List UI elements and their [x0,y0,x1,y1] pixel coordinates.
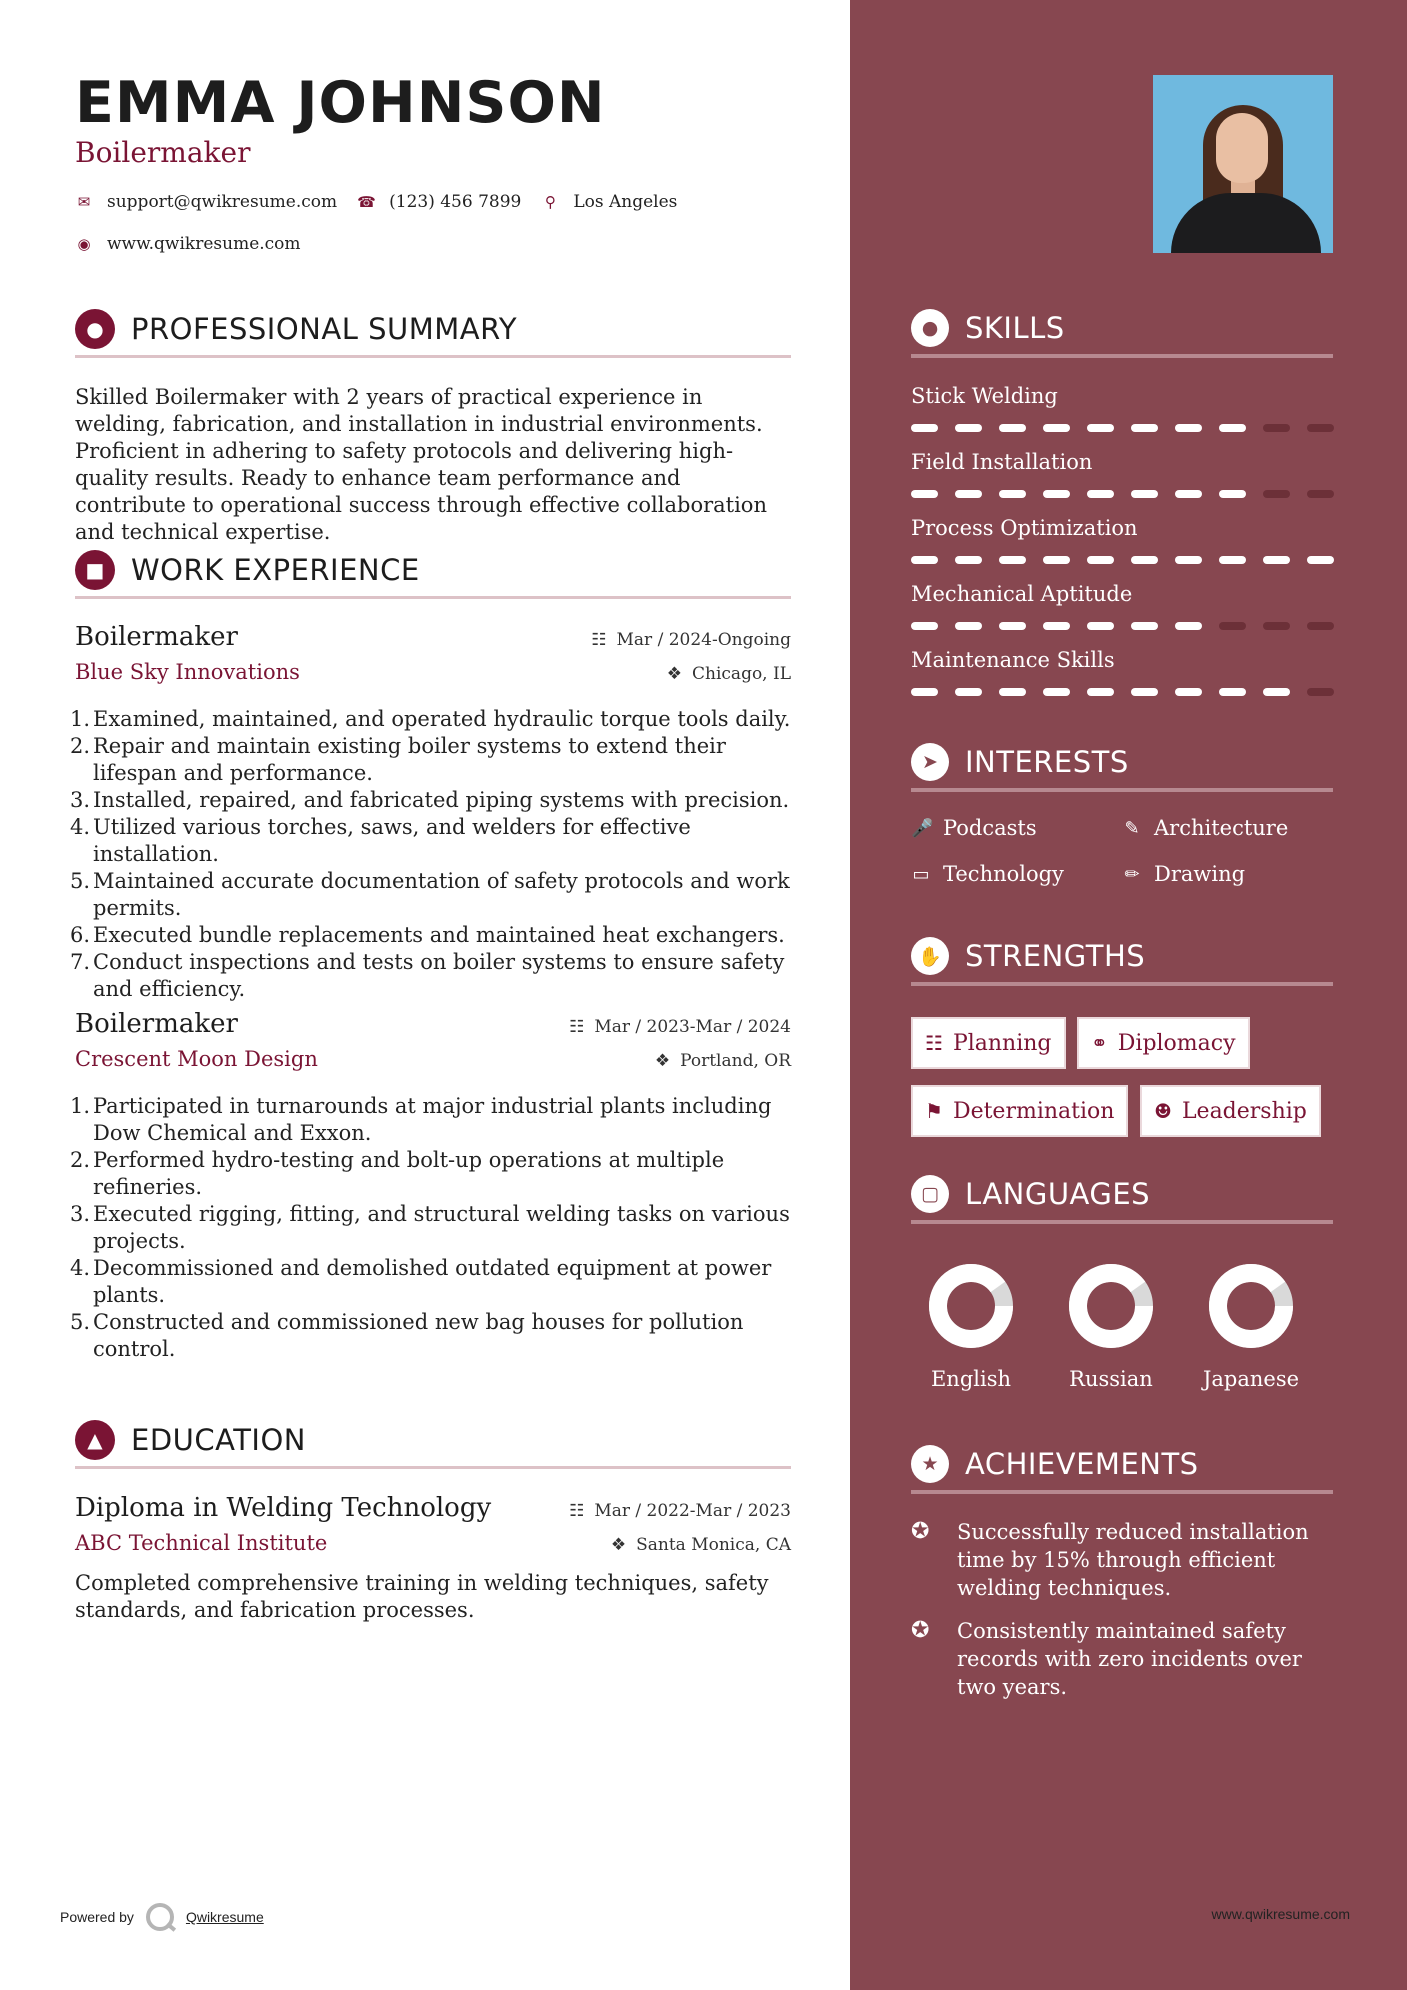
language-level-ring [1208,1263,1294,1349]
education-description: Completed comprehensive training in welding techniques, safety standards, and fabrication processes. [75,1571,769,1622]
graduation-icon: ▲ [75,1420,115,1460]
degree: Diploma in Welding Technology [75,1493,492,1523]
powered-by [60,1903,264,1931]
location-text: Los Angeles [573,192,678,212]
job-location-text: Chicago, IL [692,664,791,684]
job-bullets [70,706,800,1003]
users-icon: ☻ [1154,1099,1172,1123]
chair-icon: ■ [75,550,115,590]
strength-badge [911,1085,1128,1137]
skill-dot [1307,490,1334,498]
skill-dot [1175,424,1202,432]
skill-dot [955,688,982,696]
skill-label: Maintenance Skills [911,648,1115,672]
skill-label: Stick Welding [911,384,1058,408]
candidate-name: EMMA JOHNSON [75,70,606,136]
skill-level-bar [911,688,1334,696]
laptop-icon: ▭ [912,863,930,885]
job-date-text: Mar / 2024-Ongoing [616,630,791,650]
skill-item [911,582,1333,606]
achievement-item [911,1617,1341,1701]
skill-dot [1263,688,1290,696]
interests-section-header [911,744,1333,792]
pin-icon: ❖ [666,664,683,684]
profile-photo [1153,75,1333,253]
skill-dot [1307,424,1334,432]
job-date-text: Mar / 2023-Mar / 2024 [594,1017,791,1037]
globe-icon: ◉ [77,235,91,253]
skill-dot [1043,490,1070,498]
skill-dot [911,688,938,696]
achievement-text: Successfully reduced installation time by 15% through efficient welding techniques. [957,1520,1309,1600]
calendar-icon: ☷ [925,1031,943,1055]
skill-dot [1219,556,1246,564]
calendar-icon: ☷ [591,630,607,650]
section-title: PROFESSIONAL SUMMARY [131,311,518,346]
ring-fill [938,1273,1004,1339]
language-level-ring [928,1263,1014,1349]
language-icon: ▢ [911,1175,949,1213]
list-item: 3. Installed, repaired, and fabricated piping systems with precision. [70,788,790,812]
education-entry [75,1493,791,1555]
strength-badge [911,1017,1066,1069]
handshake-icon: ⚭ [1091,1031,1108,1055]
job-role: Boilermaker [75,1009,238,1039]
ring-fill [1078,1273,1144,1339]
skill-dot [1175,622,1202,630]
shooting-star-icon: ✪ [911,1618,930,1643]
skill-dot [1131,556,1158,564]
calendar-icon: ☷ [569,1501,585,1521]
skill-dot [1175,490,1202,498]
website-link[interactable]: www.qwikresume.com [107,234,301,254]
footer-url[interactable]: www.qwikresume.com [1211,1906,1350,1922]
skill-dot [999,688,1026,696]
skill-item [911,648,1333,672]
skill-dot [1219,424,1246,432]
job-company: Crescent Moon Design [75,1047,318,1071]
job-location [667,664,791,684]
lightbulb-icon: ● [911,309,949,347]
education-location-text: Santa Monica, CA [636,1535,791,1555]
list-item: 5. Constructed and commissioned new bag houses for pollution control. [70,1310,744,1361]
skill-dot [911,490,938,498]
skill-dot [999,490,1026,498]
skill-dot [911,556,938,564]
candidate-title: Boilermaker [75,136,251,169]
phone-text: (123) 456 7899 [389,192,522,212]
strength-label: Leadership [1181,1098,1307,1124]
list-item: 3. Executed rigging, fitting, and structural welding tasks on various projects. [70,1202,790,1253]
list-item: 4. Utilized various torches, saws, and welders for effective installation. [70,815,691,866]
skill-dot [911,424,938,432]
achievement-text: Consistently maintained safety records with zero incidents over two years. [957,1619,1302,1699]
skill-dot [955,622,982,630]
language-item [1041,1263,1181,1391]
interest-label: Podcasts [943,816,1037,840]
paper-plane-icon: ➤ [911,743,949,781]
job-company: Blue Sky Innovations [75,660,300,684]
strength-badge [1077,1017,1250,1069]
envelope-icon: ✉ [77,193,91,211]
skill-label: Mechanical Aptitude [911,582,1133,606]
skill-item [911,516,1333,540]
section-title: ACHIEVEMENTS [965,1447,1199,1481]
contact-row [75,192,687,212]
skill-dot [955,490,982,498]
list-item: 1. Examined, maintained, and operated hydraulic torque tools daily. [70,707,791,731]
skill-dot [1175,556,1202,564]
skill-item [911,450,1333,474]
skill-dot [955,424,982,432]
experience-section-header [75,551,791,599]
star-icon: ★ [911,1445,949,1483]
ruler-icon: ✎ [1124,817,1140,839]
skill-dot [1175,688,1202,696]
microphone-icon: 🎤 [911,817,934,839]
skill-dot [1131,622,1158,630]
language-item [901,1263,1041,1391]
skill-dot [999,622,1026,630]
strength-badge [1140,1085,1321,1137]
skill-dot [1307,688,1334,696]
skill-dot [1131,424,1158,432]
skill-dot [911,622,938,630]
skill-level-bar [911,622,1334,630]
skill-label: Process Optimization [911,516,1138,540]
language-level-ring [1068,1263,1154,1349]
list-item: 2. Repair and maintain existing boiler systems to extend their lifespan and performance. [70,734,726,785]
interest-item [1122,816,1288,840]
list-item: 7. Conduct inspections and tests on boiler systems to ensure safety and efficiency. [70,950,785,1001]
strength-label: Planning [952,1030,1052,1056]
skill-dot [1263,424,1290,432]
skill-dot [1087,622,1114,630]
qwikresume-logo-icon [146,1903,174,1931]
contact-row-2 [75,234,311,254]
skill-level-bar [911,556,1334,564]
education-date-text: Mar / 2022-Mar / 2023 [594,1501,791,1521]
language-label: Japanese [1202,1367,1300,1391]
interest-item [911,862,1064,886]
section-title: STRENGTHS [965,939,1146,973]
skill-dot [1307,622,1334,630]
skill-dot [1087,688,1114,696]
powered-by-text: Powered by [60,1909,134,1925]
interest-item [1122,862,1245,886]
interest-label: Drawing [1154,862,1246,886]
section-title: SKILLS [965,311,1065,345]
education-date [569,1501,791,1521]
phone-icon: ☎ [357,193,376,211]
list-item: 2. Performed hydro-testing and bolt-up operations at multiple refineries. [70,1148,725,1199]
skill-dot [1131,490,1158,498]
interest-item [911,816,1037,840]
skill-item [911,384,1333,408]
pin-icon: ❖ [654,1051,671,1071]
interest-label: Technology [943,862,1064,886]
skill-level-bar [911,490,1334,498]
skill-dot [1263,556,1290,564]
user-icon: ● [75,309,115,349]
skill-dot [1263,490,1290,498]
skill-label: Field Installation [911,450,1093,474]
skill-dot [1043,556,1070,564]
language-label: English [930,1367,1012,1391]
flag-icon: ⚑ [925,1099,943,1123]
strengths-section-header [911,938,1333,986]
skill-dot [1307,556,1334,564]
education-section-header [75,1421,791,1469]
job-location-text: Portland, OR [680,1051,791,1071]
fist-icon: ✋ [911,937,949,975]
skill-dot [1263,622,1290,630]
job-bullets [70,1093,800,1363]
section-title: EDUCATION [131,1422,307,1457]
language-item [1181,1263,1321,1391]
section-title: WORK EXPERIENCE [131,552,420,587]
skill-dot [1043,424,1070,432]
skill-dot [999,424,1026,432]
brand-link[interactable]: Qwikresume [185,1909,264,1925]
language-label: Russian [1069,1367,1153,1391]
list-item: 6. Executed bundle replacements and maintained heat exchangers. [70,923,785,947]
education-location [611,1535,791,1555]
map-marker-icon: ⚲ [544,193,556,211]
list-item: 5. Maintained accurate documentation of safety protocols and work permits. [70,869,790,920]
list-item: 1. Participated in turnarounds at major industrial plants including Dow Chemical and Exxon. [70,1094,772,1145]
summary-section-header [75,310,791,358]
pencil-icon: ✏ [1124,863,1140,885]
section-title: INTERESTS [965,745,1129,779]
summary-text: Skilled Boilermaker with 2 years of practical experience in welding, fabrication, and installation in industrial environments. Proficient in adhering to safety protocols and delivering high-quality results. Ready to enhance team performance and contribute to operational success through effective collaboration and technical expertise. [75,385,767,544]
job-location [655,1051,791,1071]
skill-dot [1219,622,1246,630]
skill-dot [1087,424,1114,432]
calendar-icon: ☷ [569,1017,585,1037]
strength-label: Diplomacy [1117,1030,1236,1056]
skill-dot [1219,490,1246,498]
skill-dot [1219,688,1246,696]
skill-dot [955,556,982,564]
job-role: Boilermaker [75,622,238,652]
skill-dot [999,556,1026,564]
email-text[interactable]: support@qwikresume.com [107,192,338,212]
skills-section-header [911,310,1333,358]
languages-section-header [911,1176,1333,1224]
strength-label: Determination [952,1098,1115,1124]
skill-level-bar [911,424,1334,432]
section-title: LANGUAGES [965,1177,1151,1211]
list-item: 4. Decommissioned and demolished outdated equipment at power plants. [70,1256,772,1307]
achievement-item [911,1518,1341,1602]
school: ABC Technical Institute [75,1531,328,1555]
ring-fill [1218,1273,1284,1339]
job-entry [70,1009,791,1361]
job-date [591,630,791,650]
skill-dot [1087,490,1114,498]
job-entry [70,622,791,1001]
skill-dot [1043,688,1070,696]
skill-dot [1087,556,1114,564]
interest-label: Architecture [1154,816,1289,840]
skill-dot [1043,622,1070,630]
skill-dot [1131,688,1158,696]
shooting-star-icon: ✪ [911,1519,930,1544]
job-date [569,1017,791,1037]
pin-icon: ❖ [610,1535,627,1555]
achievements-section-header [911,1446,1333,1494]
